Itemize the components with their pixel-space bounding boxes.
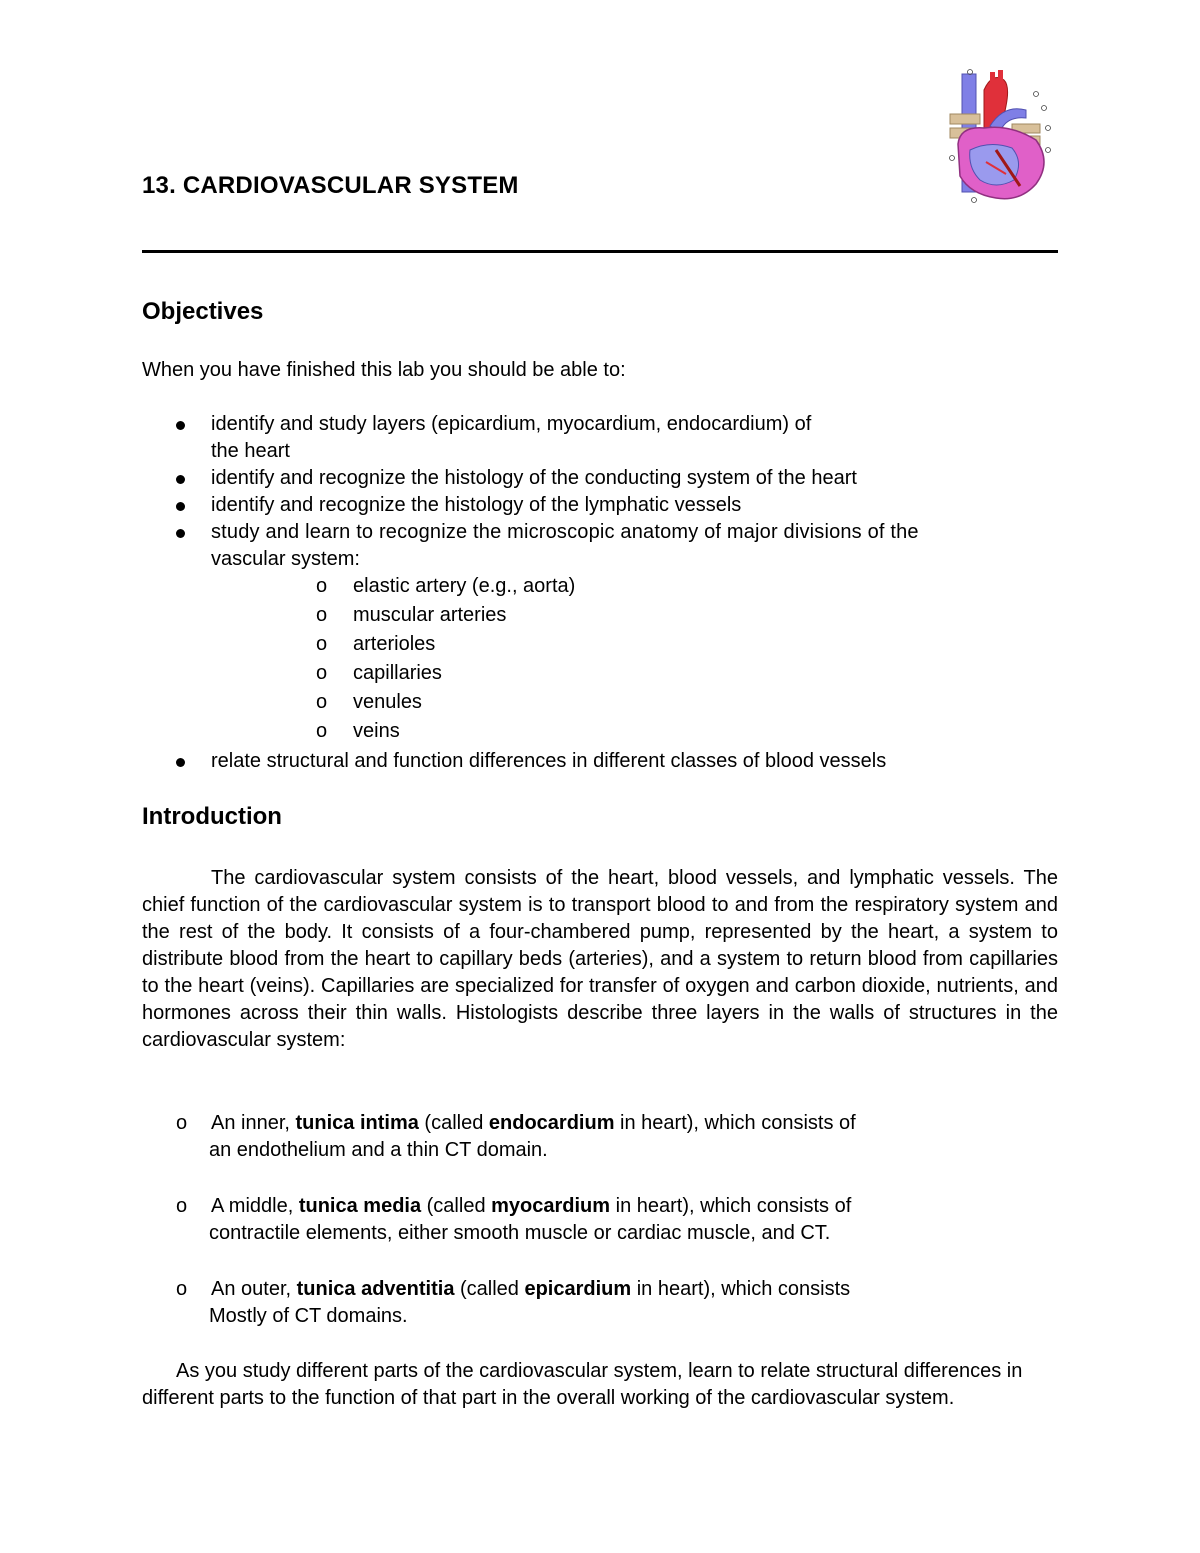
bullet-marker xyxy=(176,475,185,484)
layer-bullet-marker: o xyxy=(176,1112,188,1134)
vessel-type-item: elastic artery (e.g., aorta) xyxy=(353,575,576,597)
layer-item-media: A middle, tunica media (called myocardium in heart), which consists of xyxy=(211,1195,852,1217)
objectives-heading: Objectives xyxy=(142,298,264,325)
layer-item-intima-continued: an endothelium and a thin CT domain. xyxy=(209,1139,548,1161)
objectives-lead: When you have finished this lab you should be able to: xyxy=(142,359,626,381)
objective-item: identify and recognize the histology of the conducting system of the heart xyxy=(211,467,857,489)
sub-bullet-marker: o xyxy=(316,720,328,742)
objective-item: study and learn to recognize the microscopic anatomy of major divisions of the xyxy=(211,521,919,543)
heart-layer-term: myocardium xyxy=(491,1195,611,1217)
layer-item-adventitia-continued: Mostly of CT domains. xyxy=(209,1305,408,1327)
vessel-type-item: muscular arteries xyxy=(353,604,507,626)
title-divider xyxy=(142,250,1058,253)
vessel-type-item: veins xyxy=(353,720,400,742)
sub-bullet-marker: o xyxy=(316,662,328,684)
bullet-marker xyxy=(176,529,185,538)
layer-item-adventitia: An outer, tunica adventitia (called epicardium in heart), which consists xyxy=(211,1278,851,1300)
bullet-marker xyxy=(176,502,185,511)
page-title: 13. CARDIOVASCULAR SYSTEM xyxy=(142,172,519,199)
sub-bullet-marker: o xyxy=(316,575,328,597)
closing-paragraph xyxy=(142,1358,1042,1412)
objective-item-continued: vascular system: xyxy=(211,548,360,570)
vessel-type-item: capillaries xyxy=(353,662,442,684)
objective-item: relate structural and function differences in different classes of blood vessels xyxy=(211,750,887,772)
layer-item-intima: An inner, tunica intima (called endocardium in heart), which consists of xyxy=(211,1112,856,1134)
sub-bullet-marker: o xyxy=(316,633,328,655)
closing-text: As you study different parts of the cardiovascular system, learn to relate structural differences in different parts to the function of that part in the overall working of the cardiovascular system. xyxy=(142,1360,1023,1409)
bullet-marker xyxy=(176,421,185,430)
objective-item: identify and recognize the histology of the lymphatic vessels xyxy=(211,494,742,516)
bullet-marker xyxy=(176,758,185,767)
sub-bullet-marker: o xyxy=(316,604,328,626)
heart-layer-term: endocardium xyxy=(488,1112,615,1134)
layer-term: tunica intima xyxy=(295,1112,419,1134)
layer-bullet-marker: o xyxy=(176,1278,188,1300)
objective-item: identify and study layers (epicardium, myocardium, endocardium) of xyxy=(211,413,812,435)
heart-diagram-image xyxy=(940,66,1058,206)
vessel-type-item: venules xyxy=(353,691,422,713)
layer-bullet-marker: o xyxy=(176,1195,188,1217)
introduction-heading: Introduction xyxy=(142,803,282,830)
layer-item-media-continued: contractile elements, either smooth muscle or cardiac muscle, and CT. xyxy=(209,1222,831,1244)
layer-term: tunica adventitia xyxy=(296,1278,455,1300)
vessel-type-item: arterioles xyxy=(353,633,436,655)
layer-term: tunica media xyxy=(298,1195,422,1217)
introduction-paragraph xyxy=(142,865,1058,1054)
objective-item-continued: the heart xyxy=(211,440,290,462)
introduction-text: The cardiovascular system consists of the heart, blood vessels, and lymphatic vessels. The chief function of the cardiovascular system is to transport blood to and from the respiratory system and the rest of the body. It consists of a four-chambered pump, represented by the heart, a system to distribute blood from the heart to capillary beds (arteries), and a system to return blood from capillaries to the heart (veins). Capillaries are specialized for transfer of oxygen and carbon dioxide, nutrients, and hormones across their thin walls. Histologists describe three layers in the walls of structures in the cardiovascular system: xyxy=(142,867,1058,1051)
sub-bullet-marker: o xyxy=(316,691,328,713)
heart-layer-term: epicardium xyxy=(524,1278,632,1300)
